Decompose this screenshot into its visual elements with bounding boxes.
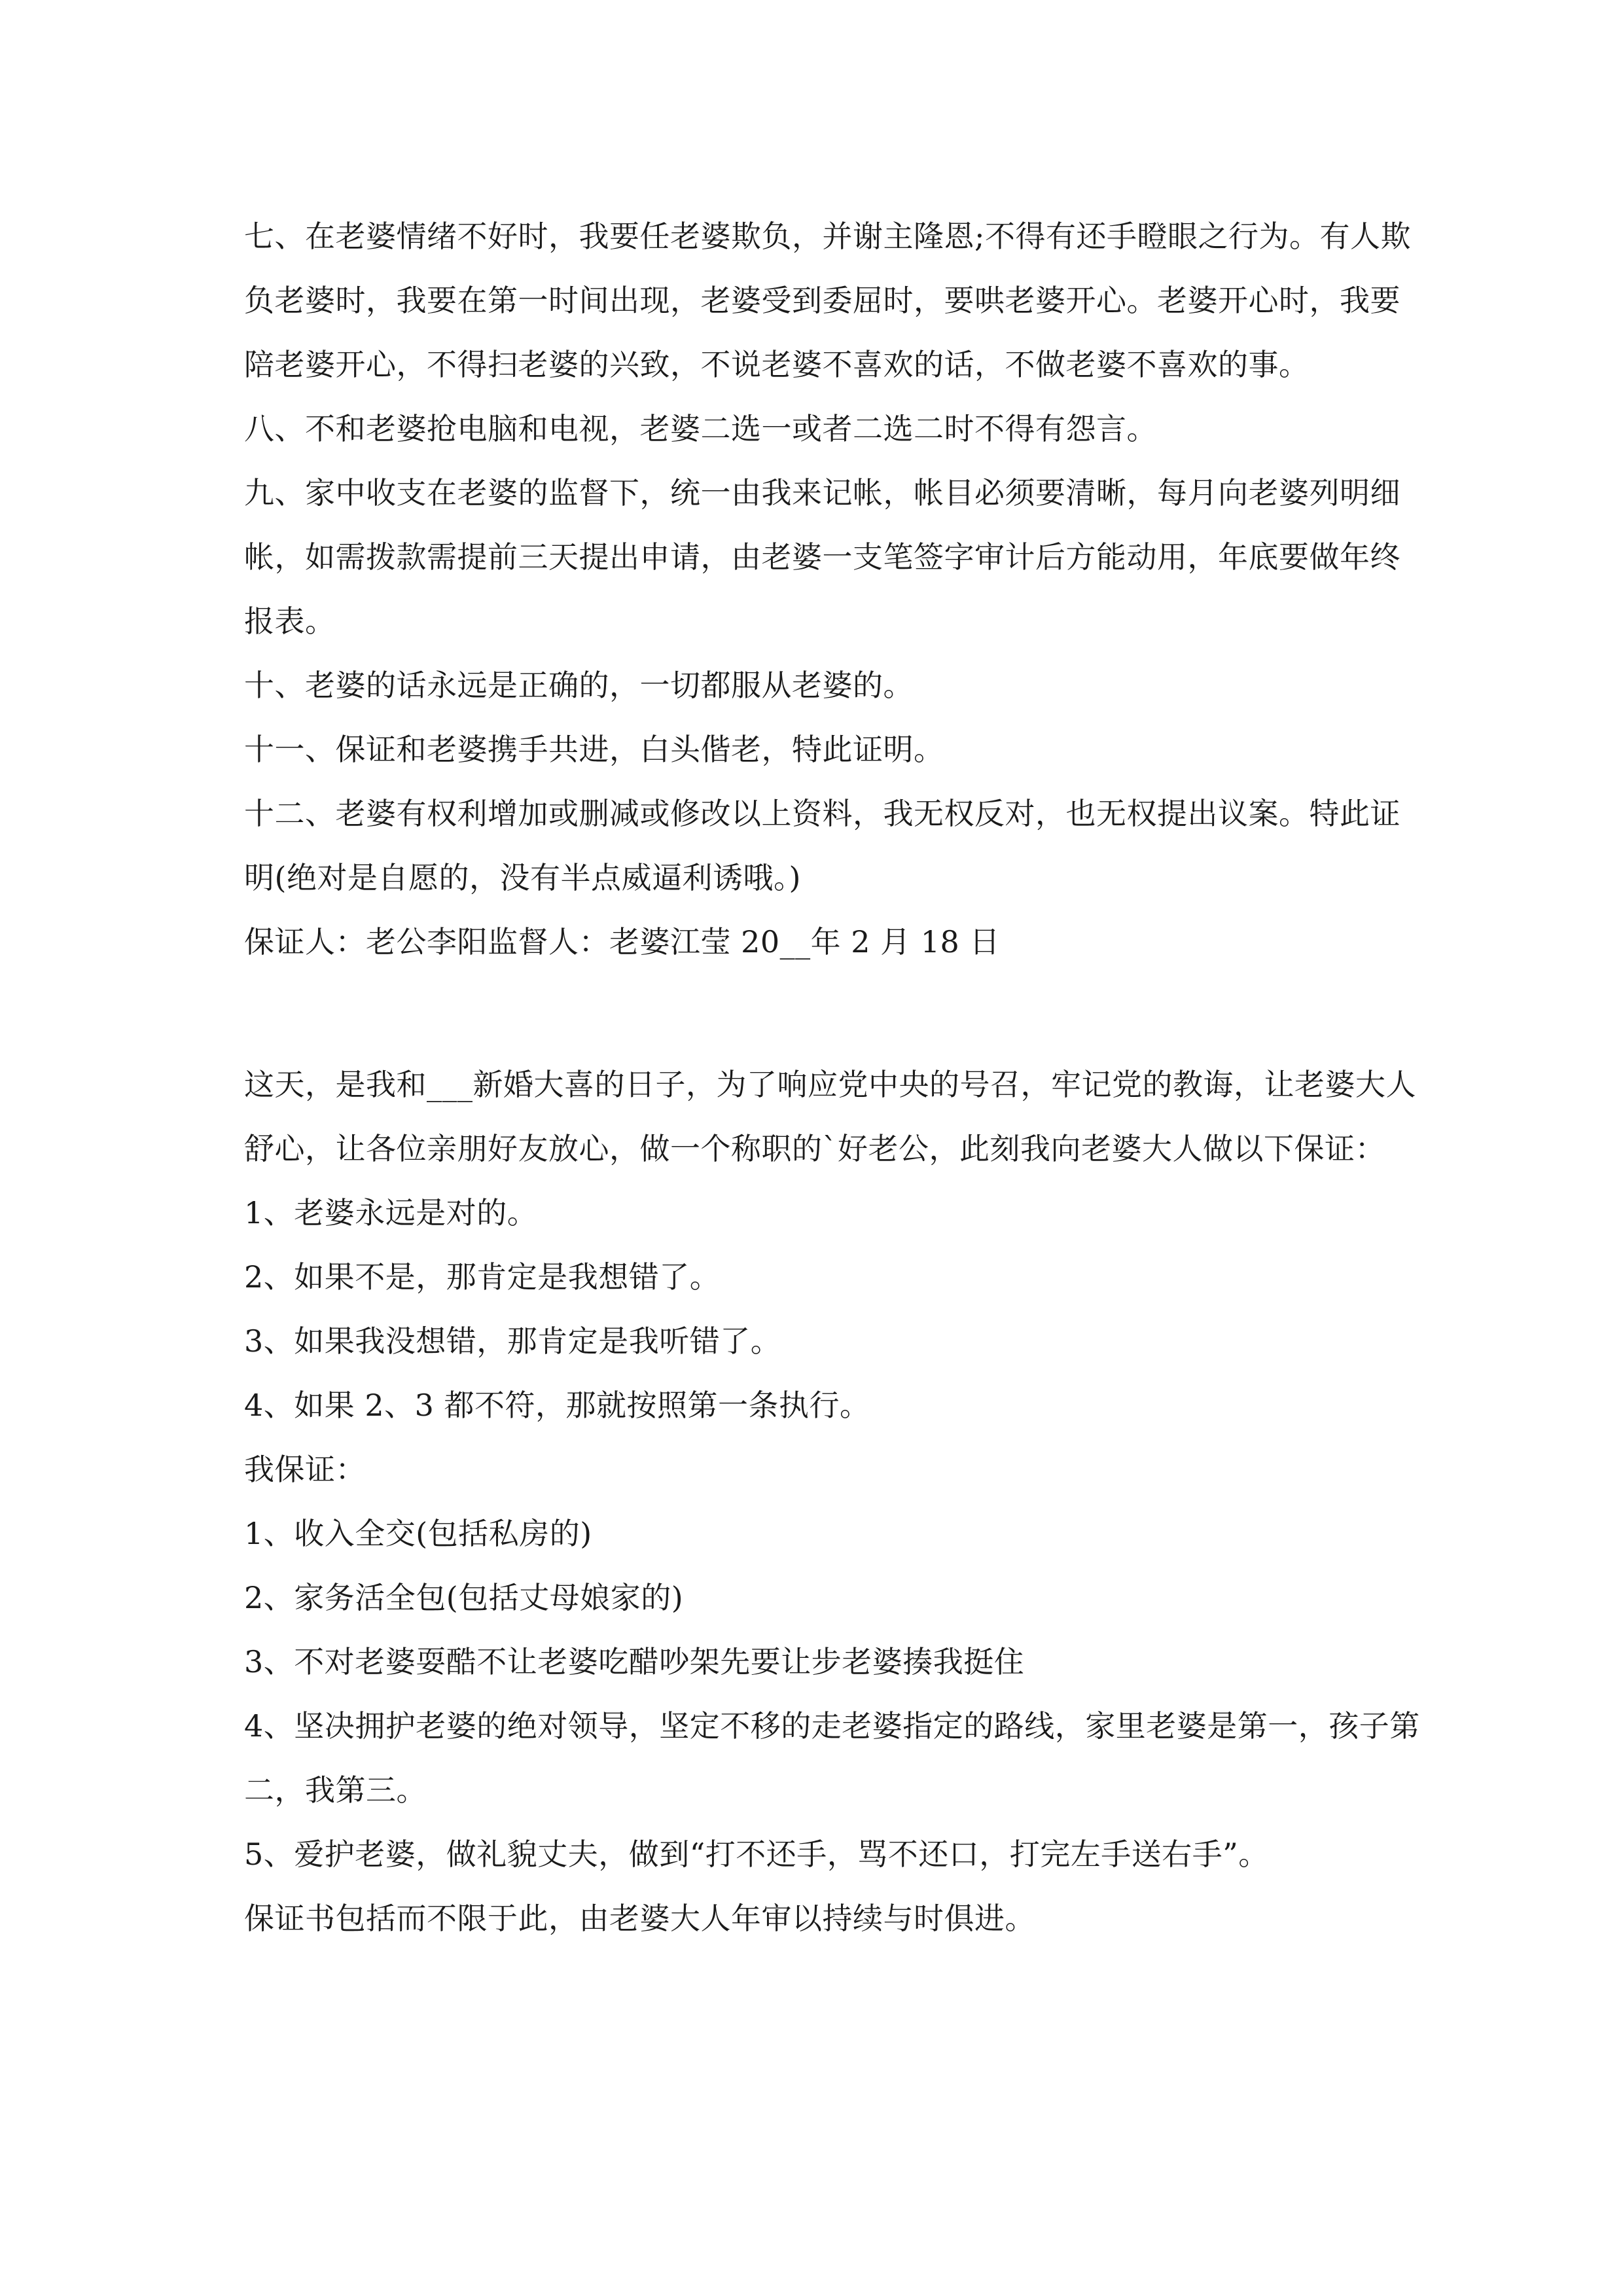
rule-item-1: 1、老婆永远是对的。 <box>244 1195 538 1230</box>
pledge-section-one <box>244 204 1422 974</box>
pledge-item-nine: 九、家中收支在老婆的监督下，统一由我来记帐，帐目必须要清晰，每月向老婆列明细帐，如需拨款需提前三天提出申请，由老婆一支笔签字审计后方能动用，年底要做年终报表。 <box>244 475 1400 639</box>
pledge-item-twelve: 十二、老婆有权利增加或删减或修改以上资料，我无权反对，也无权提出议案。特此证明(绝对是自愿的，没有半点威逼利诱哦。) <box>244 796 1400 895</box>
guarantee-item-3: 3、不对老婆耍酷不让老婆吃醋吵架先要让步老婆揍我挺住 <box>244 1644 1025 1679</box>
pledge-item-ten: 十、老婆的话永远是正确的，一切都服从老婆的。 <box>244 668 914 703</box>
guarantee-heading: 我保证： <box>244 1452 366 1487</box>
closing-paragraph: 保证书包括而不限于此，由老婆大人年审以持续与时俱进。 <box>244 1901 1035 1936</box>
intro-paragraph: 这天，是我和___新婚大喜的日子，为了响应党中央的号召，牢记党的教诲，让老婆大人舒心，让各位亲朋好友放心，做一个称职的`好老公，此刻我向老婆大人做以下保证： <box>244 1067 1416 1166</box>
pledge-item-seven: 七、在老婆情绪不好时，我要任老婆欺负，并谢主隆恩;不得有还手瞪眼之行为。有人欺负老婆时，我要在第一时间出现，老婆受到委屈时，要哄老婆开心。老婆开心时，我要陪老婆开心，不得扫老婆的兴致，不说老婆不喜欢的话，不做老婆不喜欢的事。 <box>244 219 1411 382</box>
guarantee-item-1: 1、收入全交(包括私房的) <box>244 1516 592 1551</box>
pledge-item-eleven: 十一、保证和老婆携手共进，白头偕老，特此证明。 <box>244 732 944 767</box>
pledge-item-eight: 八、不和老婆抢电脑和电视，老婆二选一或者二选二时不得有怨言。 <box>244 411 1157 446</box>
rule-item-4: 4、如果 2、3 都不符，那就按照第一条执行。 <box>244 1388 870 1423</box>
pledge-section-two <box>244 1052 1422 1950</box>
rule-item-3: 3、如果我没想错，那肯定是我听错了。 <box>244 1323 781 1359</box>
rule-item-2: 2、如果不是，那肯定是我想错了。 <box>244 1259 721 1295</box>
signature-line: 保证人：老公李阳监督人：老婆江莹 20__年 2 月 18 日 <box>244 924 1000 960</box>
guarantee-item-5: 5、爱护老婆，做礼貌丈夫，做到“打不还手，骂不还口，打完左手送右手”。 <box>244 1837 1269 1872</box>
guarantee-item-4: 4、坚决拥护老婆的绝对领导，坚定不移的走老婆指定的路线，家里老婆是第一，孩子第二，我第三。 <box>244 1708 1420 1808</box>
guarantee-item-2: 2、家务活全包(包括丈母娘家的) <box>244 1580 684 1615</box>
